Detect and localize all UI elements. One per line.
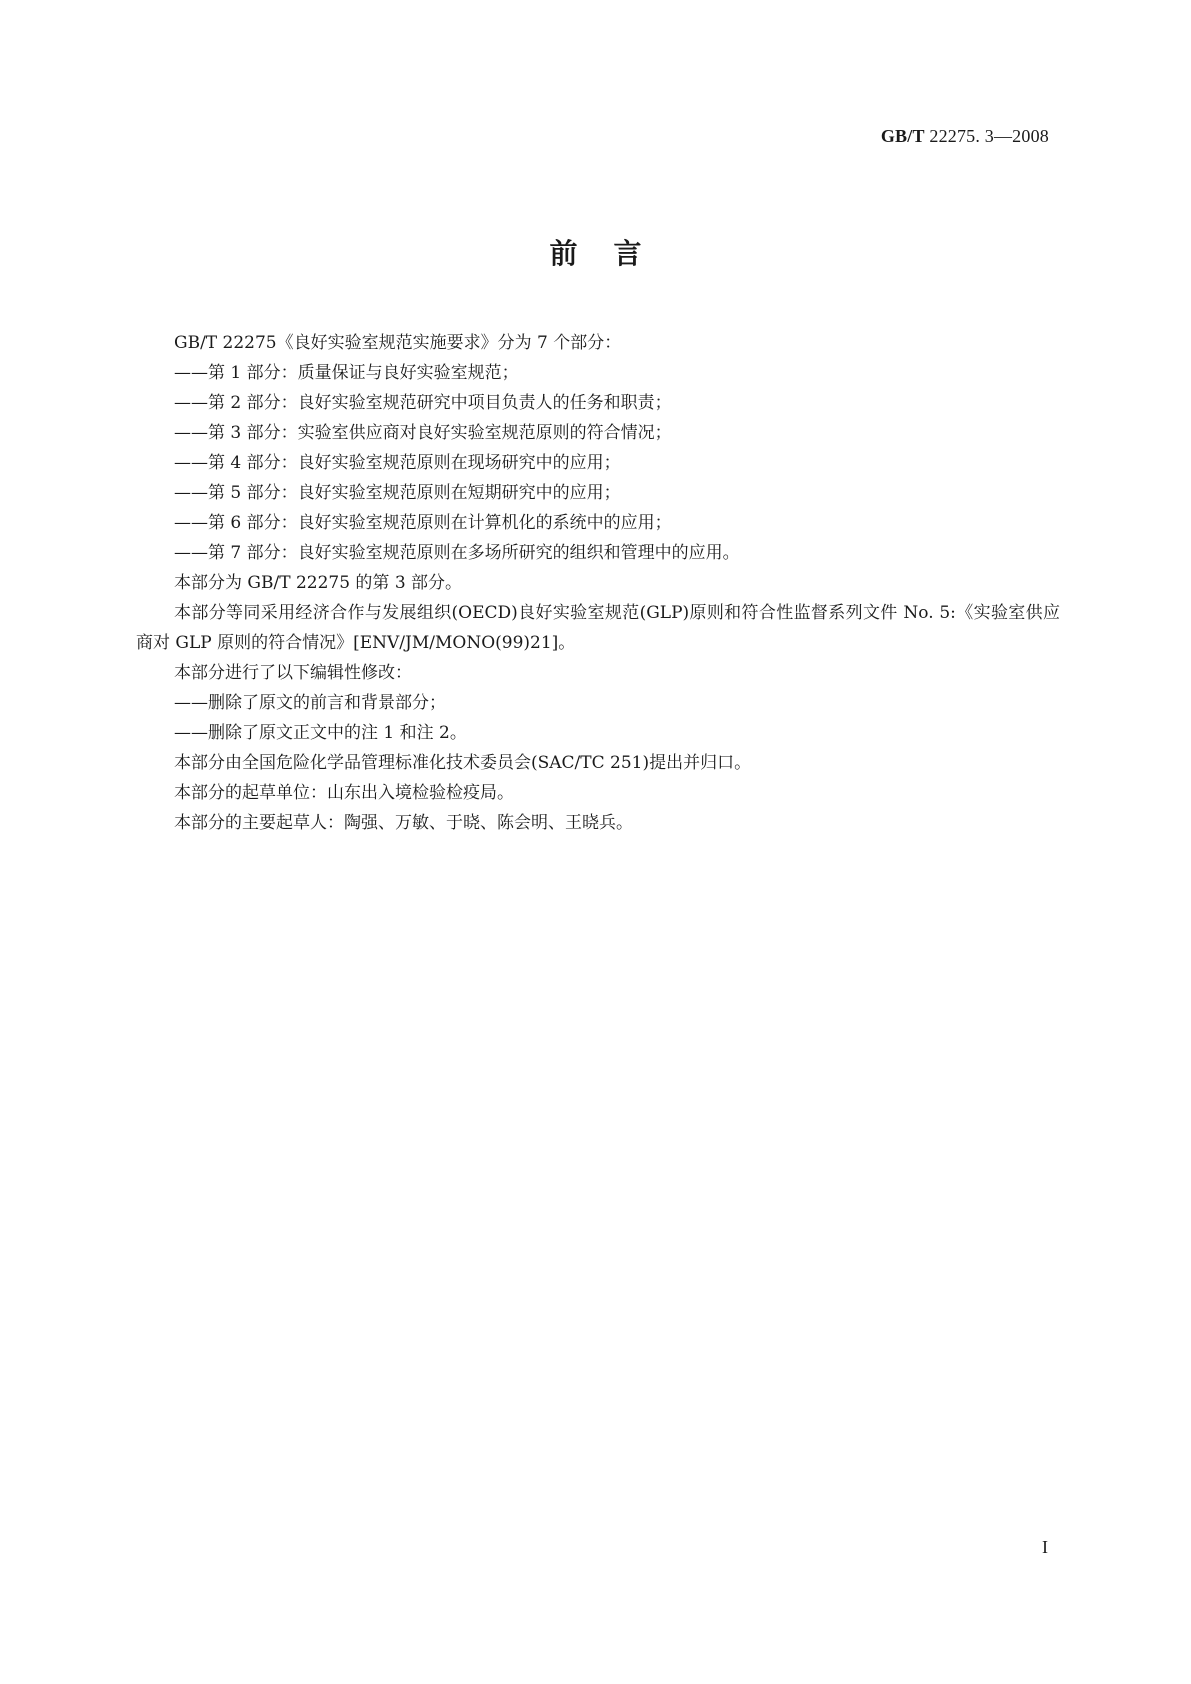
foreword-body [136, 328, 1060, 838]
paragraph-drafting-unit: 本部分的起草单位：山东出入境检验检疫局。 [174, 783, 514, 803]
standard-code [881, 126, 1049, 147]
list-item-part-6: ——第 6 部分：良好实验室规范原则在计算机化的系统中的应用； [174, 513, 672, 533]
paragraph-part-statement: 本部分为 GB/T 22275 的第 3 部分。 [174, 573, 463, 593]
list-item-part-4: ——第 4 部分：良好实验室规范原则在现场研究中的应用； [174, 453, 621, 473]
standard-number: 22275. 3—2008 [924, 126, 1049, 146]
list-item-part-1: ——第 1 部分：质量保证与良好实验室规范； [174, 363, 519, 383]
paragraph-proposer: 本部分由全国危险化学品管理标准化技术委员会(SAC/TC 251)提出并归口。 [174, 753, 752, 773]
paragraph-adoption: 本部分等同采用经济合作与发展组织(OECD)良好实验室规范(GLP)原则和符合性监督系列文件 No. 5:《实验室供应商对 GLP 原则的符合情况》[ENV/JM/MONO(99)21]。 [136, 603, 1060, 653]
list-item-modification-1: ——删除了原文的前言和背景部分； [174, 693, 446, 713]
paragraph-modifications: 本部分进行了以下编辑性修改： [174, 663, 412, 683]
list-item-part-7: ——第 7 部分：良好实验室规范原则在多场所研究的组织和管理中的应用。 [174, 543, 740, 563]
standard-prefix: GB/T [880, 126, 925, 146]
paragraph-drafters: 本部分的主要起草人：陶强、万敏、于晓、陈会明、王晓兵。 [174, 813, 633, 833]
page-number: I [1042, 1537, 1048, 1557]
list-item-part-3: ——第 3 部分：实验室供应商对良好实验室规范原则的符合情况； [174, 423, 672, 443]
list-item-part-2: ——第 2 部分：良好实验室规范研究中项目负责人的任务和职责； [174, 393, 672, 413]
list-item-part-5: ——第 5 部分：良好实验室规范原则在短期研究中的应用； [174, 483, 621, 503]
paragraph-intro: GB/T 22275《良好实验室规范实施要求》分为 7 个部分： [174, 333, 622, 353]
page-title: 前言 [549, 237, 678, 270]
list-item-modification-2: ——删除了原文正文中的注 1 和注 2。 [174, 723, 467, 743]
